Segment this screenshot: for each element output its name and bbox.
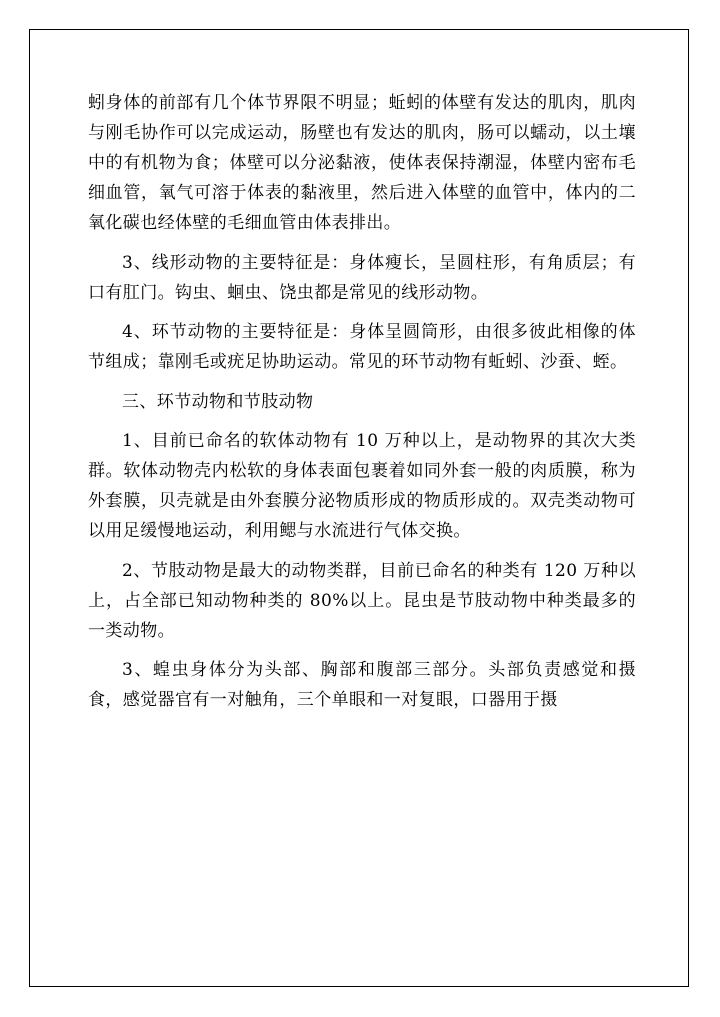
paragraph-annelid-features: 4、环节动物的主要特征是：身体呈圆筒形，由很多彼此相像的体节组成；靠刚毛或疣足协助运动。常见的环节动物有蚯蚓、沙蚕、蛭。 bbox=[88, 322, 636, 372]
paragraph-nematode-features: 3、线形动物的主要特征是：身体瘦长，呈圆柱形，有角质层；有口有肛门。钩虫、蛔虫、饶虫都是常见的线形动物。 bbox=[88, 252, 636, 303]
section-heading: 三、环节动物和节肢动物 bbox=[122, 391, 314, 412]
document-body bbox=[88, 88, 636, 725]
paragraph-mollusc: 1、目前已命名的软体动物有 10 万种以上，是动物界的其次大类群。软体动物壳内松软的身体表面包裹着如同外套一般的肉质膜，称为外套膜，贝壳就是由外套膜分泌物质形成的物质形成的。双壳类动物可以用足缓慢地运动，利用鳃与水流进行气体交换。 bbox=[88, 431, 636, 541]
paragraph-arthropod: 2、节肢动物是最大的动物类群，目前已命名的种类有 120 万种以上，占全部已知动物种类的 80%以上。昆虫是节肢动物中种类最多的一类动物。 bbox=[88, 560, 636, 641]
paragraph-earthworm-body: 蚓身体的前部有几个体节界限不明显；蚯蚓的体壁有发达的肌肉，肌肉与刚毛协作可以完成运动，肠壁也有发达的肌肉，肠可以蠕动，以土壤中的有机物为食；体壁可以分泌黏液，使体表保持潮湿，体壁内密布毛细血管，氧气可溶于体表的黏液里，然后进入体壁的血管中，体内的二氧化碳也经体壁的毛细血管由体表排出。 bbox=[88, 93, 636, 233]
paragraph-locust: 3、蝗虫身体分为头部、胸部和腹部三部分。头部负责感觉和摄食，感觉器官有一对触角，三个单眼和一对复眼，口器用于摄 bbox=[88, 660, 636, 710]
